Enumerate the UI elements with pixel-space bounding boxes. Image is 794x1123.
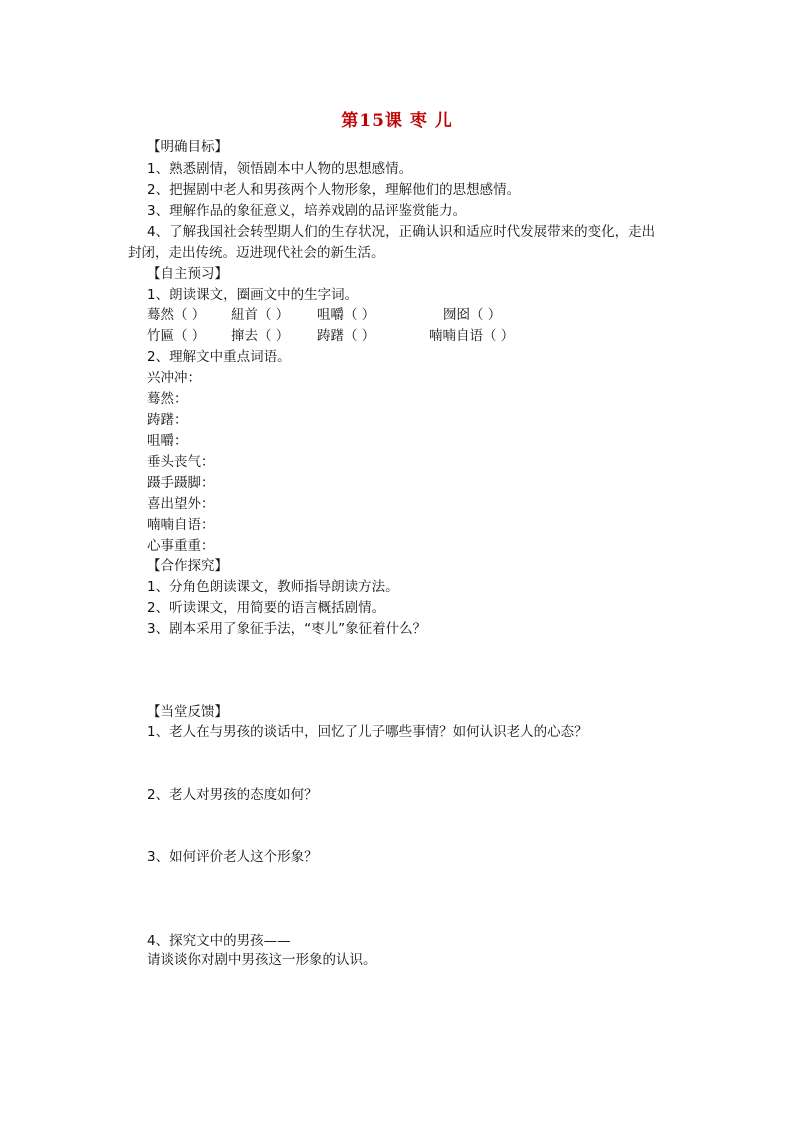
section-header-goals: 【明确目标】 [147,139,228,155]
section-header-preview: 【自主预习】 [147,266,228,282]
vocab-item: 撺去（ ） [231,328,290,344]
vocab-item: 咀嚼（ ） [317,307,376,323]
preview-task-1: 1、朗读课文，圈画文中的生字词。 [147,287,359,303]
goal-item: 1、熟悉剧情，领悟剧本中人物的思想感情。 [147,161,413,177]
feedback-item: 1、老人在与男孩的谈话中，回忆了儿子哪些事情？如何认识老人的心态？ [147,724,588,740]
goal-item: 4、了解我国社会转型期人们的生存状况，正确认识和适应时代发展带来的变化，走出 [147,224,656,240]
term-item: 咀嚼： [147,433,188,449]
vocab-item: 紐首（ ） [231,307,290,323]
explore-item: 2、听读课文，用简要的语言概括剧情。 [147,600,386,616]
feedback-item: 3、如何评价老人这个形象？ [147,849,318,865]
vocab-item: 踌躇（ ） [317,328,376,344]
term-item: 蹑手蹑脚： [147,475,215,491]
section-header-feedback: 【当堂反馈】 [147,704,228,720]
goal-item: 2、把握剧中老人和男孩两个人物形象，理解他们的思想感情。 [147,182,521,198]
goal-item-continued: 封闭，走出传统。迈进现代社会的新生活。 [128,245,385,261]
term-item: 喃喃自语： [147,517,215,533]
vocab-row-2 [147,327,514,345]
explore-item: 1、分角色朗读课文，教师指导朗读方法。 [147,579,399,595]
explore-item: 3、剧本采用了象征手法，“枣儿”象征着什么？ [147,621,427,637]
feedback-item: 2、老人对男孩的态度如何？ [147,787,318,803]
term-item: 心事重重： [147,538,215,554]
term-item: 垂头丧气： [147,454,215,470]
vocab-item: 竹匾（ ） [147,328,206,344]
term-item: 蓦然： [147,391,188,407]
vocab-item: 蓦然（ ） [147,307,206,323]
vocab-row-1 [147,306,501,324]
preview-task-2: 2、理解文中重点词语。 [147,349,291,365]
term-item: 踌躇： [147,412,188,428]
section-header-explore: 【合作探究】 [147,558,228,574]
term-item: 喜出望外： [147,496,215,512]
term-item: 兴冲冲： [147,370,201,386]
feedback-item: 4、探究文中的男孩—— [147,933,291,949]
vocab-item: 喃喃自语（ ） [429,328,515,344]
vocab-item: 囫囵（ ） [443,307,502,323]
feedback-item: 请谈谈你对剧中男孩这一形象的认识。 [147,952,377,968]
goal-item: 3、理解作品的象征意义，培养戏剧的品评鉴赏能力。 [147,203,467,219]
page-title: 第15课 枣 儿 [341,111,453,131]
